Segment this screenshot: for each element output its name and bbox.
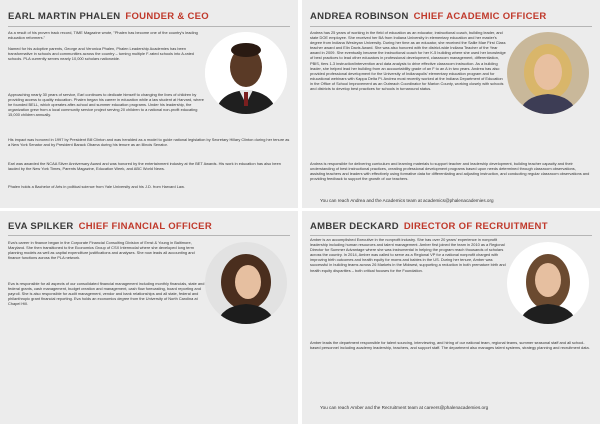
contact-line: You can reach Amber and the Recruitment team at careers@phalenacademies.org [320,405,489,410]
bio-name: AMBER DECKARD [310,221,399,232]
bio-paragraph: As a result of his proven track record, TIME Magazine wrote, "Phalen has become one of the country's leading education reformers." [8,30,198,41]
bio-paragraph: His impact was honored in 1997 by President Bill Clinton and was heralded as a model to guide national legislation by Secretary Hillary Clinton during her tenure as a New York Senator and by President Barack Obama during his tenure as an Illinois Senator. [8,137,290,148]
portrait-photo [507,242,589,324]
bio-role: CHIEF FINANCIAL OFFICER [78,221,212,232]
bio-name: EVA SPILKER [8,221,74,232]
bio-paragraph: Amber leads the department responsible for talent sourcing, interviewing, and hiring of our national team, regional teams, summer seasonal staff and all school-based personnel including academy leadership, teachers, and support staff. The department also manages talent systems, strategy planning and recruitment data. [310,340,590,351]
bio-role: DIRECTOR OF RECRUITMENT [403,221,548,232]
heading-rule [8,235,290,236]
bio-paragraph: Amber is an accomplished Executive in the nonprofit industry. She has over 20 years' experience in nonprofit leadership including human resources and talent management. Amber first joined the team in 2010 as a Regional Director for Summer Advantage where she was instrumental in helping the program reach thousands of scholars across the country. In 2014, Amber was called to serve as a Regional VP for a national nonprofit charged with improving birth outcomes and health equity for moms and babies in the US. During her tenure, Amber was successful in building teams across 26 Markets in the Midwest, supporting a reduction in both premature birth and health equity disparities – both critical focuses for the Foundation. [310,237,506,273]
bio-heading [310,11,547,22]
bio-role: FOUNDER & CEO [125,11,209,22]
portrait-photo [507,32,589,114]
heading-rule [8,26,290,27]
bio-paragraph: Andrea is responsible for delivering curriculum and learning materials to support teacher and leadership development, building teacher capacity and their understanding of best instructional practices, creating professional development programs based upon needs determined through classroom observations, assisting teachers and leaders with effectively using formative data for differentiating and adjusting instruction, and conducting regular classroom observations and providing feedback to support the growth of our teachers. [310,161,590,182]
vertical-divider [298,0,302,424]
bio-paragraph: Earl was awarded the NCAA Silver Anniversary Award and was honored by the entertainment industry at the BET Awards. His work in education has also been lauded by the New York Times, Parents Magazine, Education Week, and ABC World News. [8,161,281,172]
bio-paragraph: Eva's career in finance began in the Corporate Financial Consulting Division of Ernst & Young in Baltimore, Maryland. She then transitioned to the Economics Group of CSX Intermodal where she developed long term planning models as well as capital expenditure justifications and analyses. She now leads all accounting and finance functions across the PLA network. [8,240,195,261]
bio-panel-eva [0,210,298,424]
heading-rule [310,26,592,27]
bio-paragraph: Andrea has 25 years of working in the field of education as an educator, instructional coach, building leader, and state DOE employee. She received her BA from Indiana University in elementary education and her master's degree from Indiana Wesleyan University. During her time as an educator, she received the Sallie Mae First Class teacher award and Elin Davis Award. She was also honored with the district-wide Indiana Teacher of the Year award in 2009. She eventually became the instructional coach for her K-5 building where she used her knowledge of best practices to lead other educators in professional development, classroom management, differentiation, PBIS, tiers 1-3 instruction/intervention and data analysis to drive effective classroom instruction. As a building leader, she helped lead her building from an accountability grade of an F to an A in two years. Andrea has also provided professional development for the University of Indianapolis' elementary education program and for educational webinars with Kappa Delta Pi. Andrea most recently worked at the Indiana Department of Education in the Office of School Improvement as an Outreach Coordinator for Marion County, working closely with schools and districts to develop best practices for schools in turnaround status. [310,30,506,92]
bio-heading [310,221,548,232]
bio-name: ANDREA ROBINSON [310,11,409,22]
bio-role: CHIEF ACADEMIC OFFICER [413,11,547,22]
bio-paragraph: Phalen holds a Bachelor of Arts in political science from Yale University and his J.D. from Harvard Law. [8,184,185,189]
contact-line: You can reach Andrea and the Academics team at academics@phalenacademies.org [320,198,494,203]
bio-paragraph: Approaching nearly 30 years of service, Earl continues to dedicate himself to changing the lives of children by providing access to quality education. Phalen began his career in education while a law student at Harvard, where he founded BELL, which operates after-school and summer education programs. Under his leadership, the organization grew from a local community service project serving 20 children to a national non-profit educating 15,000 children annually. [8,92,204,118]
bio-name: EARL MARTIN PHALEN [8,11,121,22]
bio-heading [8,11,209,22]
bio-panel-amber [302,210,600,424]
portrait-photo [205,32,287,114]
bio-paragraph: Eva is responsible for all aspects of our consolidated financial management including monthly financials, state and federal grants, cash management, budget creation and management, cash flow forecasting, board reporting and payroll. She is also responsible for audit management, vendor and bank relationships and all state, federal and philanthropic grant financial reporting. Eva holds an economics degree from the University of North Carolina at Chapel Hill. [8,281,205,307]
portrait-photo [205,242,287,324]
horizontal-divider [0,208,600,211]
bio-heading [8,221,212,232]
bio-paragraph: Named for his adoptive parents, George and Veronica Phalen, Phalen Leadership Academies has been transformative in schools and communities across the country – turning multiple F-rated schools into A-rated schools. PLA currently serves nearly 10,000 scholars nationwide. [8,46,194,62]
heading-rule [310,235,592,236]
